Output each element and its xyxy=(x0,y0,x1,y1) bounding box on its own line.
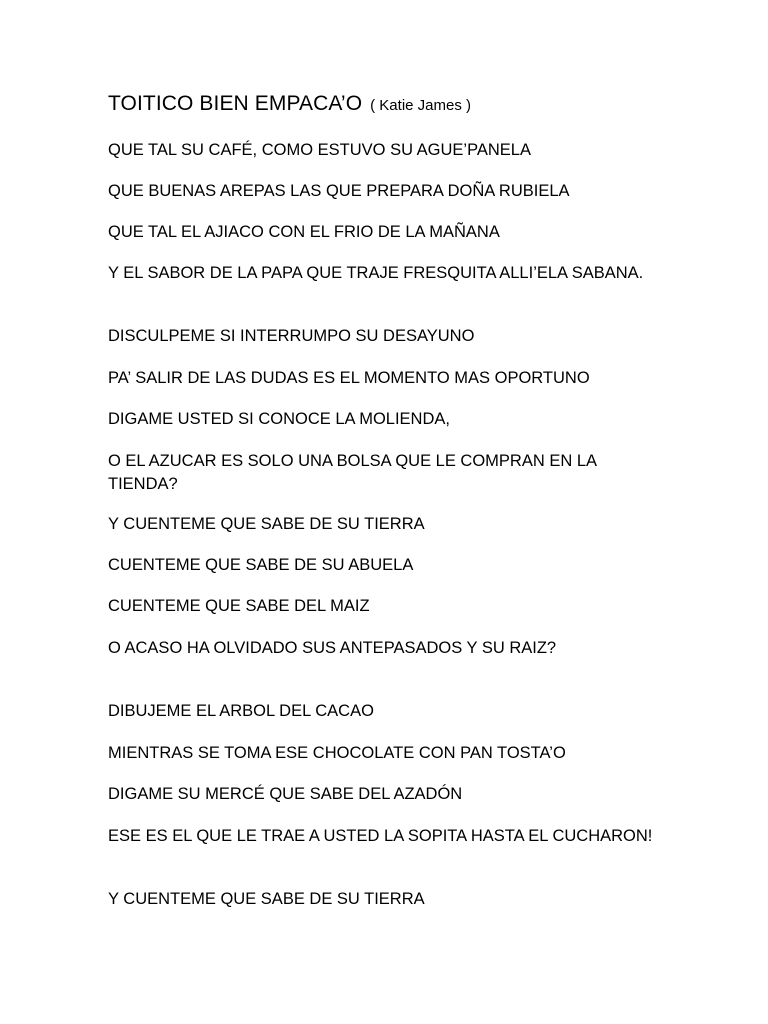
title-row xyxy=(108,92,471,116)
poem-line: O EL AZUCAR ES SOLO UNA BOLSA QUE LE COMPRAN EN LA TIENDA? xyxy=(108,452,597,493)
poem-line: QUE TAL SU CAFÉ, COMO ESTUVO SU AGUE’PANELA xyxy=(108,141,531,159)
poem-line: CUENTEME QUE SABE DEL MAIZ xyxy=(108,597,370,615)
poem-line: QUE BUENAS AREPAS LAS QUE PREPARA DOÑA RUBIELA xyxy=(108,182,570,200)
poem-line: DIGAME USTED SI CONOCE LA MOLIENDA, xyxy=(108,410,450,428)
poem-line: Y CUENTEME QUE SABE DE SU TIERRA xyxy=(108,515,425,533)
poem-line: Y EL SABOR DE LA PAPA QUE TRAJE FRESQUITA ALLI’ELA SABANA. xyxy=(108,264,644,282)
poem-line: ESE ES EL QUE LE TRAE A USTED LA SOPITA HASTA EL CUCHARON! xyxy=(108,827,653,845)
poem-line: Y CUENTEME QUE SABE DE SU TIERRA xyxy=(108,890,425,908)
poem-line: O ACASO HA OLVIDADO SUS ANTEPASADOS Y SU RAIZ? xyxy=(108,639,557,657)
poem-line: QUE TAL EL AJIACO CON EL FRIO DE LA MAÑANA xyxy=(108,223,500,241)
poem-line: DISCULPEME SI INTERRUMPO SU DESAYUNO xyxy=(108,327,475,345)
poem-line: CUENTEME QUE SABE DE SU ABUELA xyxy=(108,556,414,574)
poem-line: DIBUJEME EL ARBOL DEL CACAO xyxy=(108,702,374,720)
poem-line: PA’ SALIR DE LAS DUDAS ES EL MOMENTO MAS OPORTUNO xyxy=(108,369,590,387)
poem-title: TOITICO BIEN EMPACA’O xyxy=(108,92,363,115)
poem-line: DIGAME SU MERCÉ QUE SABE DEL AZADÓN xyxy=(108,785,463,803)
poem-line: MIENTRAS SE TOMA ESE CHOCOLATE CON PAN TOSTA’O xyxy=(108,744,566,762)
poem-author: ( Katie James ) xyxy=(370,97,472,114)
